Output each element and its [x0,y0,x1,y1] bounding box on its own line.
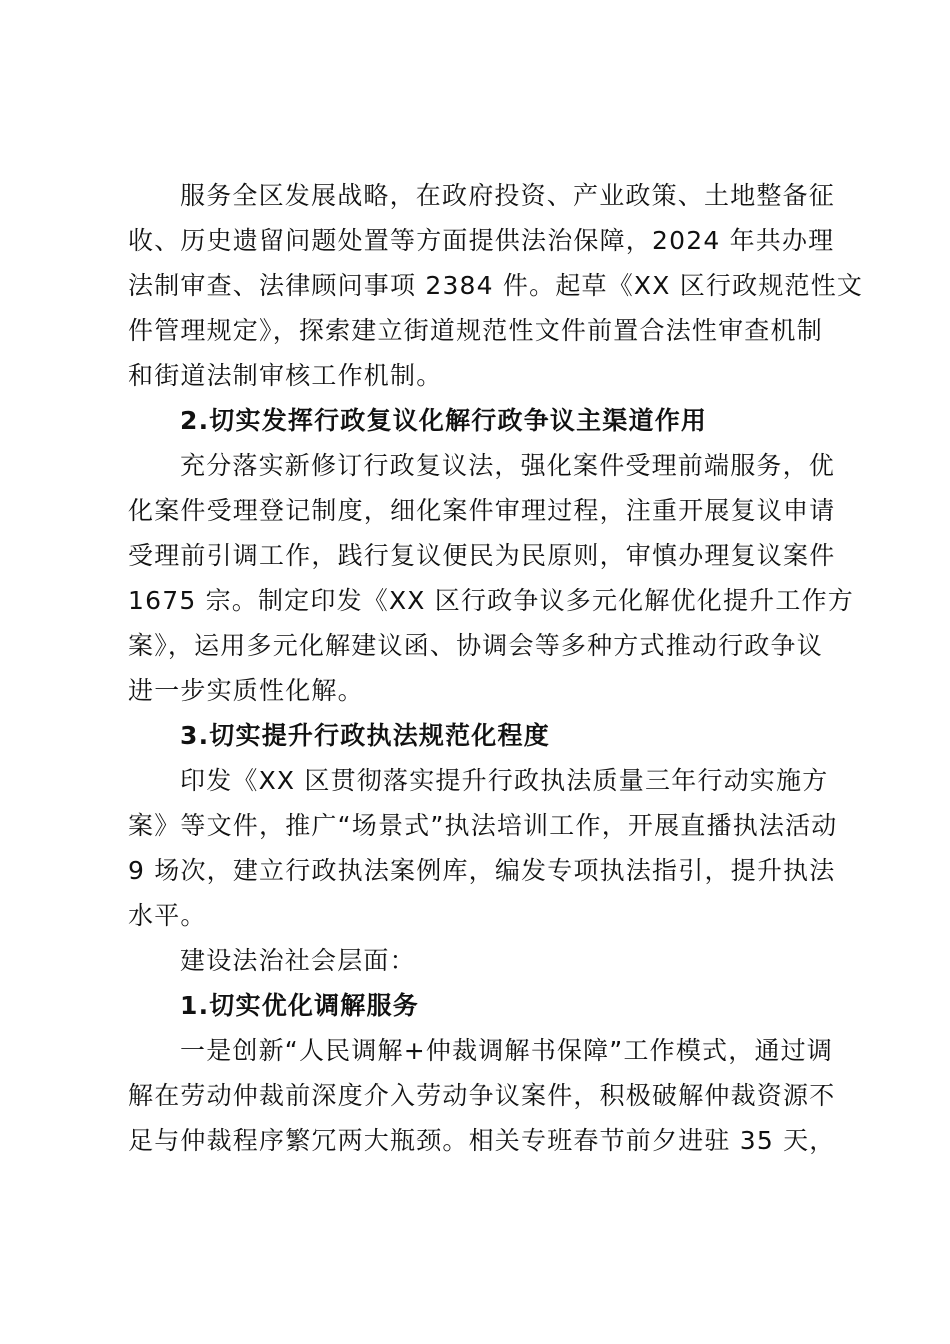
paragraph-line: 法制审查、法律顾问事项 2384 件。起草《XX 区行政规范性文 [128,271,864,300]
paragraph-line: 水平。 [128,901,207,930]
paragraph-line: 9 场次，建立行政执法案例库，编发专项执法指引，提升执法 [128,856,836,885]
paragraph-line: 化案件受理登记制度，细化案件审理过程，注重开展复议申请 [128,496,836,525]
paragraph-line: 受理前引调工作，践行复议便民为民原则，审慎办理复议案件 [128,541,836,570]
paragraph-line: 案》等文件，推广“场景式”执法培训工作，开展直播执法活动 [128,811,838,840]
paragraph-line: 建设法治社会层面： [180,946,416,975]
paragraph-line: 一是创新“人民调解+仲裁调解书保障”工作模式，通过调 [180,1036,834,1065]
paragraph-line: 1675 宗。制定印发《XX 区行政争议多元化解优化提升工作方 [128,586,854,615]
section-heading: 1.切实优化调解服务 [180,991,419,1020]
paragraph-line: 和街道法制审核工作机制。 [128,361,443,390]
paragraph-line: 案》，运用多元化解建议函、协调会等多种方式推动行政争议 [128,631,823,660]
section-heading: 3.切实提升行政执法规范化程度 [180,721,550,750]
paragraph-line: 印发《XX 区贯彻落实提升行政执法质量三年行动实施方 [180,766,829,795]
paragraph-line: 充分落实新修订行政复议法，强化案件受理前端服务，优 [180,451,836,480]
paragraph-line: 服务全区发展战略，在政府投资、产业政策、土地整备征 [180,181,836,210]
section-heading: 2.切实发挥行政复议化解行政争议主渠道作用 [180,406,708,435]
paragraph-line: 解在劳动仲裁前深度介入劳动争议案件，积极破解仲裁资源不 [128,1081,836,1110]
paragraph-line: 足与仲裁程序繁冗两大瓶颈。相关专班春节前夕进驻 35 天， [128,1126,836,1155]
paragraph-line: 件管理规定》，探索建立街道规范性文件前置合法性审查机制 [128,316,823,345]
paragraph-line: 进一步实质性化解。 [128,676,364,705]
paragraph-line: 收、历史遗留问题处置等方面提供法治保障，2024 年共办理 [128,226,835,255]
